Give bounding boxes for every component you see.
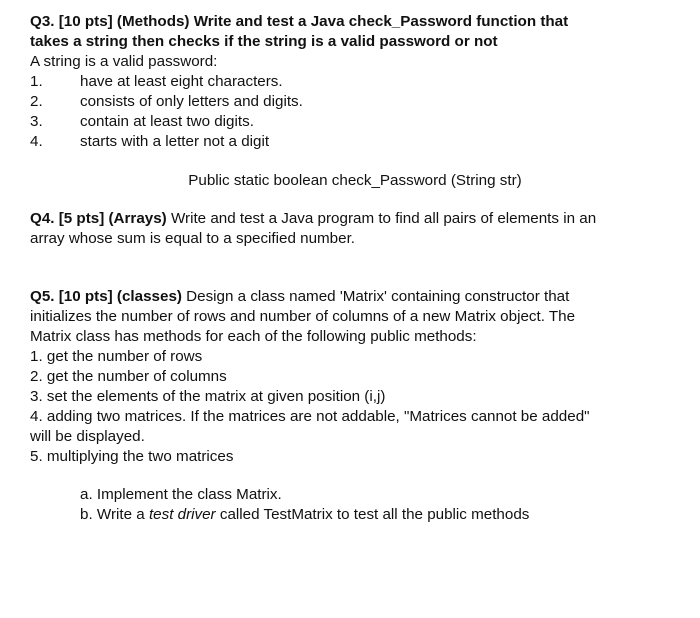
q3-rule-number: 3.: [30, 113, 43, 130]
q3-rule-text: have at least eight characters.: [80, 73, 283, 90]
q5-sub-task-b-suffix: called TestMatrix to test all the public methods: [215, 506, 530, 523]
q5-list-item: 2. get the number of columns: [30, 368, 227, 385]
q5-label: Q5. [10 pts] (classes): [30, 288, 182, 305]
q3-rule-number: 2.: [30, 93, 43, 110]
question-3: [30, 12, 686, 152]
q3-intro: A string is a valid password:: [30, 53, 218, 70]
q4-text-line-2: array whose sum is equal to a specified number.: [30, 230, 356, 247]
q3-method-signature: Public static boolean check_Password (String str): [188, 172, 522, 189]
q5-text-line-1: Design a class named 'Matrix' containing constructor that: [181, 288, 570, 305]
question-5: [30, 287, 686, 467]
q3-rule: [30, 132, 686, 152]
q5-list-item: 4. adding two matrices. If the matrices are not addable, "Matrices cannot be added": [30, 408, 590, 425]
question-4: [30, 209, 686, 249]
q5-text-line-2: initializes the number of rows and number of columns of a new Matrix object. The: [30, 308, 576, 325]
q3-rule: [30, 112, 686, 132]
q4-label: Q4. [5 pts] (Arrays): [30, 210, 167, 227]
q3-heading-line-2: takes a string then checks if the string is a valid password or not: [30, 33, 498, 50]
q5-list-item: will be displayed.: [30, 428, 145, 445]
q3-heading-line-1: Q3. [10 pts] (Methods) Write and test a Java check_Password function that: [30, 13, 569, 30]
q3-rule-text: consists of only letters and digits.: [80, 93, 303, 110]
q5-list-item: 3. set the elements of the matrix at given position (i,j): [30, 388, 386, 405]
q5-sub-task-b-prefix: b. Write a: [80, 506, 149, 523]
q5-sub-tasks: [80, 485, 529, 525]
q5-list-item: 5. multiplying the two matrices: [30, 448, 234, 465]
q3-rule-text: contain at least two digits.: [80, 113, 254, 130]
q3-rule: [30, 72, 686, 92]
q5-sub-task-b-italic: test driver: [148, 506, 216, 523]
q3-rule-number: 4.: [30, 133, 43, 150]
q5-text-line-3: Matrix class has methods for each of the following public methods:: [30, 328, 477, 345]
q4-text-line-1: Write and test a Java program to find all pairs of elements in an: [166, 210, 597, 227]
q3-rule-text: starts with a letter not a digit: [80, 133, 270, 150]
q3-rule: [30, 92, 686, 112]
q5-sub-task-a: a. Implement the class Matrix.: [80, 486, 282, 503]
q5-sub-task-b: [80, 505, 529, 525]
q3-rule-number: 1.: [30, 73, 43, 90]
q5-list-item: 1. get the number of rows: [30, 348, 203, 365]
